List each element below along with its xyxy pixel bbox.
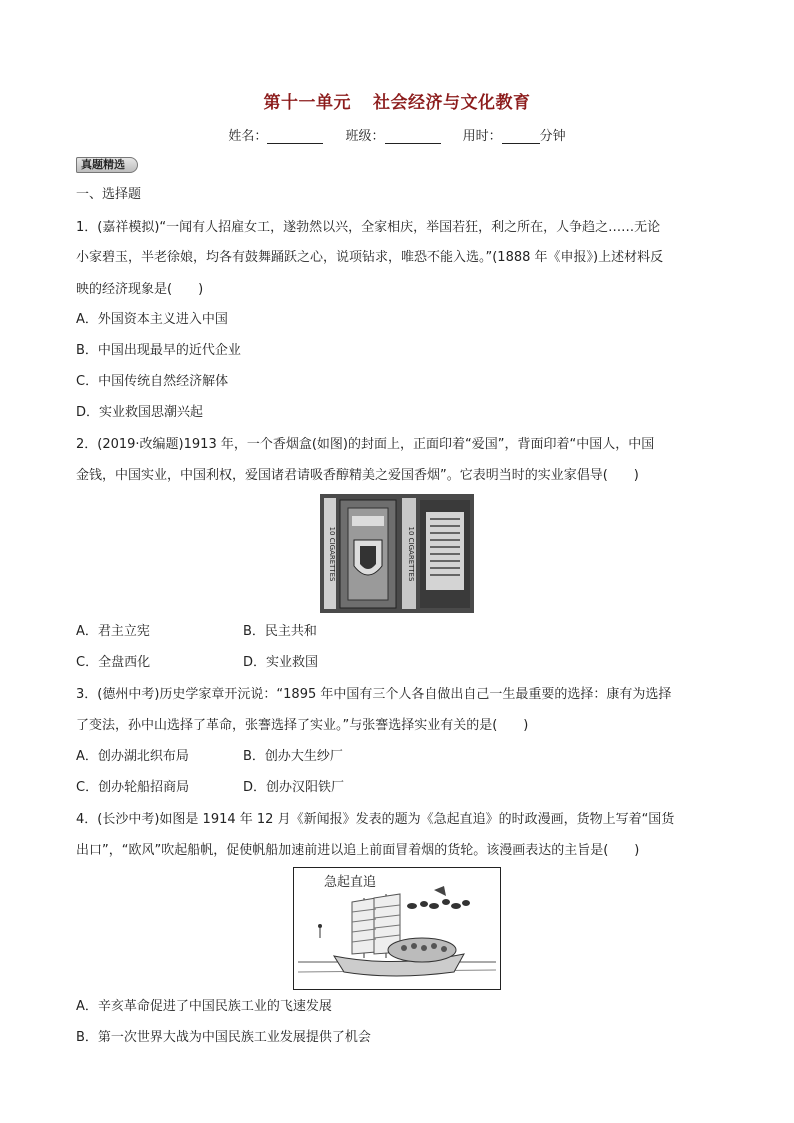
name-blank[interactable] xyxy=(267,129,323,144)
cartoon-title: 急起直追 xyxy=(324,875,377,890)
q2-stem-line1: 2．(2019·改编题)1913 年，一个香烟盒(如图)的封面上，正面印着“爱国”，背面印着“中国人，中国 xyxy=(76,437,655,452)
time-label: 用时： xyxy=(462,129,502,144)
q3-option-a[interactable]: A．创办湖北织布局 xyxy=(76,749,189,764)
box-spine-text-left: 10 CIGARETTES xyxy=(328,526,336,582)
box-spine-text-right: 10 CIGARETTES xyxy=(407,526,415,582)
q4-option-b[interactable]: B．第一次世界大战为中国民族工业发展提供了机会 xyxy=(76,1030,371,1045)
q3-stem-line1: 3．(德州中考)历史学家章开沅说：“1895 年中国有三个人各自做出自己一生最重要的选择：康有为选择 xyxy=(76,687,672,702)
q1-option-b[interactable]: B．中国出现最早的近代企业 xyxy=(76,343,241,358)
section-badge: 真题精选 xyxy=(76,157,138,173)
q2-option-d[interactable]: D．实业救国 xyxy=(243,655,319,670)
class-blank[interactable] xyxy=(385,129,441,144)
q1-option-d[interactable]: D．实业救国思潮兴起 xyxy=(76,405,204,420)
q4-stem-line1: 4．(长沙中考)如图是 1914 年 12 月《新闻报》发表的题为《急起直追》的时政漫画，货物上写着“国货 xyxy=(76,812,675,827)
q1-stem-line3: 映的经济现象是( ) xyxy=(76,282,204,297)
q2-option-b[interactable]: B．民主共和 xyxy=(243,624,317,639)
q4-stem-line2: 出口”，“欧风”吹起船帆，促使帆船加速前进以追上前面冒着烟的货轮。该漫画表达的主旨是( ) xyxy=(76,843,640,858)
q1-option-c[interactable]: C．中国传统自然经济解体 xyxy=(76,374,229,389)
unit-number: 第十一单元 xyxy=(263,93,351,113)
student-info xyxy=(0,125,794,144)
name-label: 姓名： xyxy=(228,129,268,144)
cartoon-image xyxy=(293,867,501,990)
unit-name: 社会经济与文化教育 xyxy=(373,93,531,113)
class-label: 班级： xyxy=(345,129,385,144)
q2-stem-line2: 金钱，中国实业，中国利权，爱国诸君请吸香醇精美之爱国香烟”。它表明当时的实业家倡导( ) xyxy=(76,468,639,483)
q3-option-c[interactable]: C．创办轮船招商局 xyxy=(76,780,190,795)
page-title xyxy=(0,88,794,113)
q3-option-d[interactable]: D．创办汉阳铁厂 xyxy=(243,780,345,795)
q4-option-a[interactable]: A．辛亥革命促进了中国民族工业的飞速发展 xyxy=(76,999,332,1014)
q1-option-a[interactable]: A．外国资本主义进入中国 xyxy=(76,312,228,327)
q1-stem-line2: 小家碧玉，半老徐娘，均各有鼓舞踊跃之心，说项钻求，唯恐不能入选。”(1888 年《申报》)上述材料反 xyxy=(76,250,664,265)
cigarette-box-image xyxy=(320,494,474,613)
q3-stem-line2: 了变法，孙中山选择了革命，张謇选择了实业。”与张謇选择实业有关的是( ) xyxy=(76,718,529,733)
q1-stem-line1: 1．(嘉祥模拟)“一闻有人招雇女工，遂勃然以兴，全家相庆，举国若狂，利之所在，人争趋之……无论 xyxy=(76,220,661,235)
q3-option-b[interactable]: B．创办大生纱厂 xyxy=(243,749,343,764)
q2-option-c[interactable]: C．全盘西化 xyxy=(76,655,151,670)
time-unit: 分钟 xyxy=(539,129,566,144)
q2-option-a[interactable]: A．君主立宪 xyxy=(76,624,150,639)
section-heading: 一、选择题 xyxy=(76,187,142,202)
time-blank[interactable] xyxy=(502,129,540,144)
